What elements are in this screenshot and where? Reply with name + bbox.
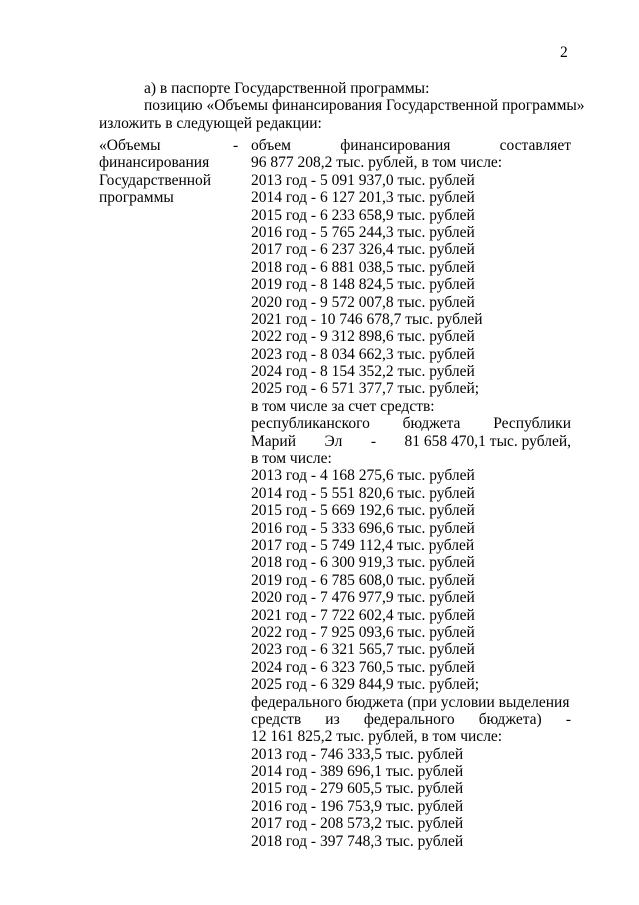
year-line: 2019 год - 8 148 824,5 тыс. рублей: [251, 276, 475, 294]
total-word-2: финансирования: [340, 137, 451, 154]
total-line-1: [251, 137, 571, 154]
year-line: 2023 год - 6 321 565,7 тыс. рублей: [251, 641, 475, 659]
federal-l2-word-1: средств: [251, 710, 302, 728]
label-dash: -: [233, 137, 239, 154]
year-line: 2022 год - 9 312 898,6 тыс. рублей: [251, 328, 475, 346]
year-line: 2014 год - 389 696,1 тыс. рублей: [251, 763, 464, 781]
intro-line-3: изложить в следующей редакции:: [99, 114, 322, 132]
year-line: 2024 год - 6 323 760,5 тыс. рублей: [251, 658, 475, 676]
sources-intro: в том числе за счет средств:: [251, 397, 435, 415]
year-line: 2013 год - 4 168 275,6 тыс. рублей: [251, 467, 475, 485]
year-line: 2024 год - 8 154 352,2 тыс. рублей: [251, 363, 475, 381]
federal-years-list: [251, 746, 571, 850]
federal-line-1: федерального бюджета (при условии выделения: [251, 693, 570, 711]
total-line-2: 96 877 208,2 тыс. рублей, в том числе:: [251, 154, 503, 172]
position-value: [251, 137, 571, 850]
year-line: 2023 год - 8 034 662,3 тыс. рублей: [251, 345, 475, 363]
republic-l2-word-1: Марий: [251, 432, 297, 450]
year-line: 2015 год - 6 233 658,9 тыс. рублей: [251, 206, 475, 224]
year-line: 2017 год - 6 237 326,4 тыс. рублей: [251, 241, 475, 259]
federal-l2-word-5: -: [565, 710, 571, 728]
federal-l2-word-3: федерального: [363, 710, 455, 728]
year-line: 2018 год - 397 748,3 тыс. рублей: [251, 832, 464, 850]
year-line: 2021 год - 10 746 678,7 тыс. рублей: [251, 310, 483, 328]
total-years-list: [251, 172, 571, 398]
year-line: 2020 год - 9 572 007,8 тыс. рублей: [251, 293, 475, 311]
year-line: 2015 год - 5 669 192,6 тыс. рублей: [251, 502, 475, 520]
federal-line-2: [251, 711, 571, 728]
federal-line-3: 12 161 825,2 тыс. рублей, в том числе:: [251, 728, 503, 746]
year-line: 2021 год - 7 722 602,4 тыс. рублей: [251, 606, 475, 624]
year-line: 2020 год - 7 476 977,9 тыс. рублей: [251, 589, 475, 607]
year-line: 2015 год - 279 605,5 тыс. рублей: [251, 780, 464, 798]
republic-l2-word-2: Эл: [324, 432, 343, 450]
year-line: 2017 год - 5 749 112,4 тыс. рублей: [251, 536, 475, 554]
intro-paragraph: [99, 80, 585, 132]
position-label: [99, 137, 249, 207]
republic-word-2: бюджета: [402, 415, 461, 433]
year-line: 2018 год - 6 881 038,5 тыс. рублей: [251, 258, 475, 276]
year-line: 2018 год - 6 300 919,3 тыс. рублей: [251, 554, 475, 572]
federal-l2-word-4: бюджета): [478, 710, 542, 728]
year-line: 2022 год - 7 925 093,6 тыс. рублей: [251, 623, 475, 641]
year-line: 2016 год - 196 753,9 тыс. рублей: [251, 797, 464, 815]
total-word-3: составляет: [499, 137, 571, 154]
federal-l2-word-2: из: [325, 710, 340, 728]
republic-word-3: Республики: [493, 415, 571, 433]
republic-word-1: республиканского: [251, 415, 370, 433]
republic-line-3: в том числе:: [251, 450, 332, 468]
intro-line-1: а) в паспорте Государственной программы:: [144, 80, 430, 97]
republic-years-list: [251, 467, 571, 693]
year-line: 2014 год - 5 551 820,6 тыс. рублей: [251, 484, 475, 502]
year-line: 2025 год - 6 329 844,9 тыс. рублей;: [251, 676, 480, 694]
year-line: 2017 год - 208 573,2 тыс. рублей: [251, 815, 464, 833]
page-number: 2: [560, 44, 568, 61]
year-line: 2013 год - 746 333,5 тыс. рублей: [251, 745, 464, 763]
year-line: 2019 год - 6 785 608,0 тыс. рублей: [251, 571, 475, 589]
year-line: 2016 год - 5 333 696,6 тыс. рублей: [251, 519, 475, 537]
year-line: 2025 год - 6 571 377,7 тыс. рублей;: [251, 380, 480, 398]
label-line-4: программы: [99, 189, 174, 207]
republic-line-2: [251, 433, 571, 450]
intro-line-2: позицию «Объемы финансирования Государственной программы»: [144, 97, 585, 115]
republic-l2-word-3: -: [370, 432, 377, 450]
year-line: 2013 год - 5 091 937,0 тыс. рублей: [251, 171, 475, 189]
label-line-2: финансирования: [99, 154, 210, 172]
year-line: 2016 год - 5 765 244,3 тыс. рублей: [251, 223, 475, 241]
republic-line-1: [251, 415, 571, 432]
year-line: 2014 год - 6 127 201,3 тыс. рублей: [251, 189, 475, 207]
label-line-3: Государственной: [99, 171, 212, 189]
total-word-1: объем: [251, 137, 291, 154]
label-line-1: «Объемы: [99, 137, 161, 154]
republic-l2-word-4: 81 658 470,1 тыс. рублей,: [404, 432, 571, 450]
